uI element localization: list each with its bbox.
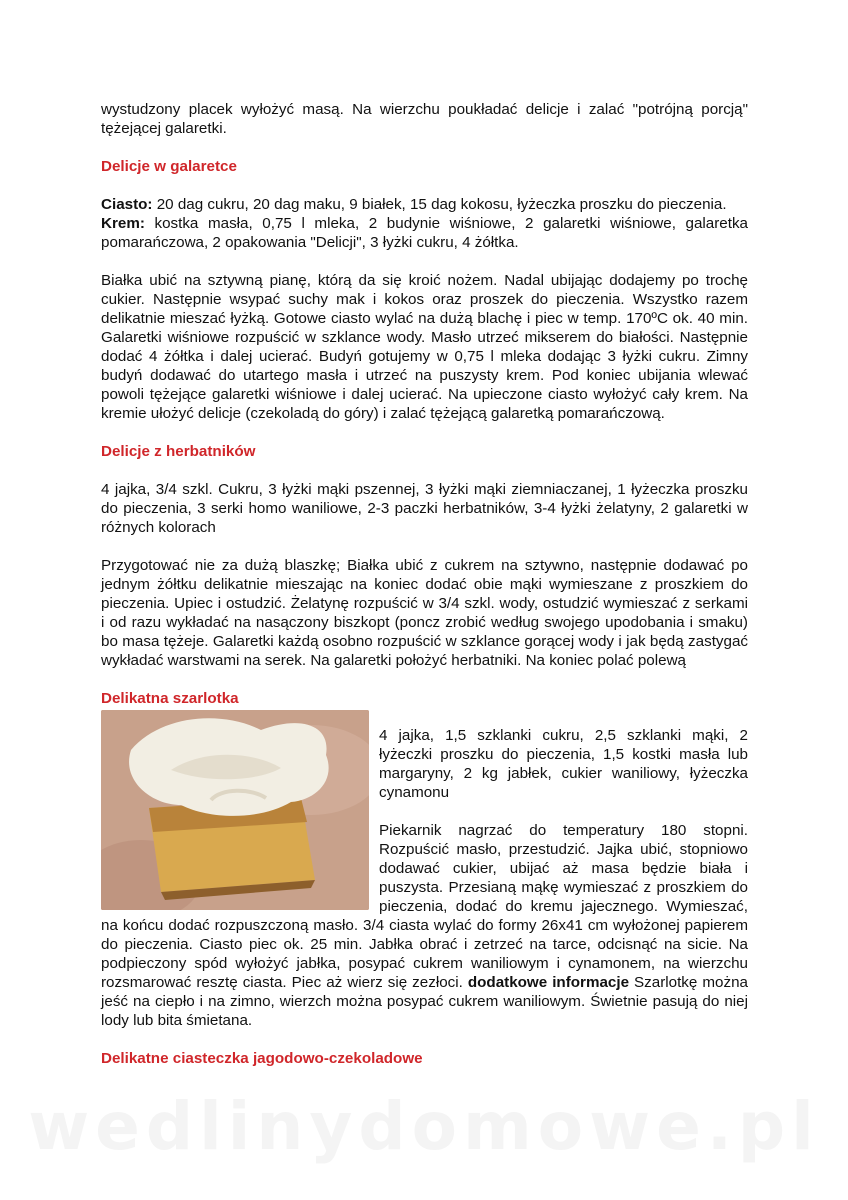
krem-label: Krem: — [101, 215, 145, 232]
watermark: wedlinydomowe.pl — [28, 1088, 820, 1165]
szarlotka-section — [101, 708, 748, 1030]
recipe1-ingredients — [101, 195, 748, 252]
ciasto-label: Ciasto: — [101, 196, 153, 213]
recipe2-ingredients: 4 jajka, 3/4 szkl. Cukru, 3 łyżki mąki pszennej, 3 łyżki mąki ziemniaczanej, 1 łyżeczka proszku do pieczenia, 3 serki homo waniliowe, 2-3 paczki herbatników, 3-4 łyżki żelatyny, 2 galaretki w różnych kolorach — [101, 481, 748, 536]
document-page — [101, 100, 748, 1068]
recipe3-ingredients: 4 jajka, 1,5 szklanki cukru, 2,5 szklanki mąki, 2 łyżeczki proszku do pieczenia, 1,5 kostki masła lub margaryny, 2 kg jabłek, cukier waniliowy, łyżeczka cynamonu — [379, 727, 748, 801]
recipe-title-delicje-w-galaretce: Delicje w galaretce — [101, 158, 237, 175]
recipe2-method: Przygotować nie za dużą blaszkę; Białka ubić z cukrem na sztywno, następnie dodawać po jednym żółtku delikatnie mieszając na koniec dodać obie mąki wymieszane z proszkiem do pieczenia. Upiec i ostudzić. Żelatynę rozpuścić w 3/4 szkl. wody, ostudzić wymieszać z serkami i od razu wykładać na nasączony biszkopt (poncz zrobić według swojego upodobania i smaku) bo masa tężeje. Galaretki każdą osobno rozpuścić w szklance gorącej wody i jak będą zastygać wykładać warstwami na serek. Na galaretki położyć herbatniki. Na koniec polać polewą — [101, 557, 748, 669]
extra-info-text: Szarlotkę można jeść na ciepło i na zimno, wierzch można posypać cukrem waniliowym. Świetnie pasują do niej lody lub bita śmietana. — [101, 974, 748, 1029]
ciasto-text: 20 dag cukru, 20 dag maku, 9 białek, 15 dag kokosu, łyżeczka proszku do pieczenia. — [152, 196, 727, 213]
recipe-title-ciasteczka-jagodowo-czekoladowe: Delikatne ciasteczka jagodowo-czekoladowe — [101, 1050, 423, 1067]
extra-info-label: dodatkowe informacje — [467, 974, 630, 991]
recipe-title-delikatna-szarlotka: Delikatna szarlotka — [101, 690, 239, 707]
intro-paragraph: wystudzony placek wyłożyć masą. Na wierzchu poukładać delicje i zalać "potrójną porcją" tężejącej galaretki. — [101, 101, 748, 137]
krem-text: kostka masła, 0,75 l mleka, 2 budynie wiśniowe, 2 galaretki wiśniowe, galaretka pomarańczowa, 2 opakowania "Delicji", 3 łyżki cukru, 4 żółtka. — [101, 215, 748, 251]
szarlotka-photo — [101, 710, 369, 910]
recipe-title-delicje-z-herbatnikow: Delicje z herbatników — [101, 443, 256, 460]
recipe3-method-text: Piekarnik nagrzać do temperatury 180 stopni. Rozpuścić masło, przestudzić. Jajka ubić, stopniowo dodawać cukier, ubijać aż masa będzie biała i puszysta. Przesianą mąkę wymieszać z proszkiem do pieczenia, dodać do kremu jajecznego. Wymieszać, na końcu dodać rozpuszczoną masło. 3/4 ciasta wylać do formy 26x41 cm wyłożonej papierem do pieczenia. Ciasto piec ok. 25 min. Jabłka obrać i zetrzeć na tarce, odcisnąć na sicie. Na podpieczony spód wyłożyć jabłka, posypać cukrem waniliowym i cynamonem, na wierzchu rozsmarować resztę ciasta. Piec aż wierz się zezłoci. — [101, 822, 748, 991]
recipe1-method: Białka ubić na sztywną pianę, którą da się kroić nożem. Nadal ubijając dodajemy po trochę cukier. Następnie wsypać suchy mak i kokos oraz proszek do pieczenia. Wszystko razem delikatnie mieszać łyżką. Gotowe ciasto wylać na dużą blachę i piec w temp. 170ºC ok. 40 min. Galaretki wiśniowe rozpuścić w szklance wody. Masło utrzeć mikserem do białości. Następnie dodać 4 żółtka i dalej ucierać. Budyń gotujemy w 0,75 l mleka dodając 3 łyżki cukru. Zimny budyń dodawać do utartego masła i utrzeć na puszysty krem. Pod koniec ubijania wlewać powoli tężejące galaretki wiśniowe i dalej ucierać. Na upieczone ciasto wyłożyć cały krem. Na kremie ułożyć delicje (czekoladą do góry) i zalać tężejącą galaretką pomarańczową. — [101, 272, 748, 422]
cake-illustration — [101, 710, 369, 910]
